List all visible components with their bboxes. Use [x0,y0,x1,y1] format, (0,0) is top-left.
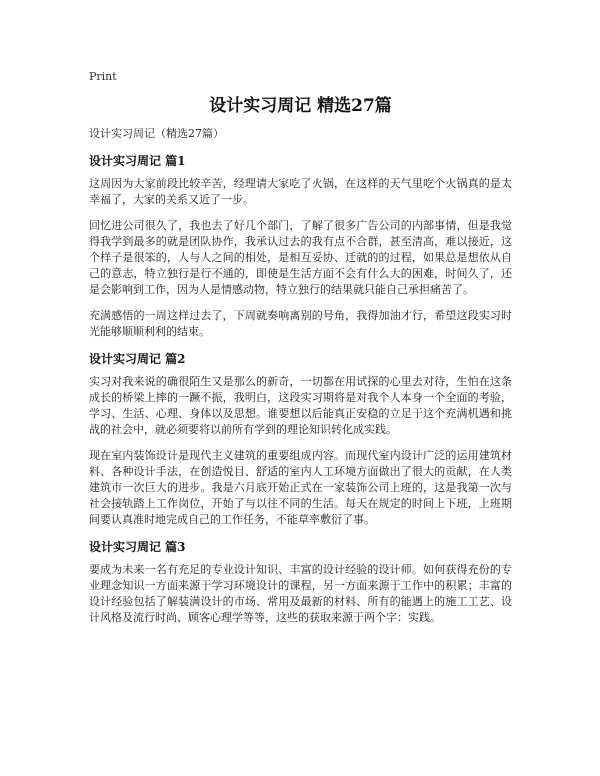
paragraph: 要成为未来一名有充足的专业设计知识、丰富的设计经验的设计师。如何获得充份的专业理念知识一方面来源于学习环境设计的课程，另一方面来源于工作中的积累；丰富的设计经验包括了解装满设计的市场、常用及最新的材料、所有的能遇上的施工工艺、设计风格及流行时尚、顾客心理学等等，这些的获取来源于两个字：实践。 [89,563,512,624]
document-title: 设计实习周记 精选27篇 [209,96,392,116]
section-1 [89,152,512,340]
paragraph: 这周因为大家前段比较辛苦，经理请大家吃了火锅，在这样的天气里吃个火锅真的是太幸福了，大家的关系又近了一步。 [89,177,512,206]
section-3 [89,538,512,626]
paragraph: 现在室内装饰设计是现代主义建筑的重要组成内容。而现代室内设计广泛的运用建筑材料、各种设计手法，在创造悦目、舒适的室内人工环境方面做出了很大的贡献，在人类建筑市一次巨大的进步。我是六月底开始正式在一家装饰公司上班的，这是我第一次与社会接轨踏上工作岗位，开始了与以往不同的生活。每天在规定的时间上下班，上班期间要认真准时地完成自己的工作任务，不能草率敷衍了事。 [89,449,512,526]
paragraph: 回忆进公司很久了，我也去了好几个部门，了解了很多广告公司的内部事情，但是我觉得我学到最多的就是团队协作，我承认过去的我有点不合群，甚至清高，难以接近，这个样子是很笨的，人与人之间的相处，是相互妥协、迁就的的过程，如果总是想依从自己的意志，特立独行是行不通的，即使是生活方面不会有什么大的困难，时间久了，还是会影响到工作，因为人是情感动物，特立独行的结果就只能自己承担痛苦了。 [89,219,512,296]
document-subtitle: 设计实习周记（精选27篇） [89,127,224,140]
section-heading: 设计实习周记 篇3 [89,540,186,554]
print-link[interactable]: Print [89,70,117,83]
section-heading: 设计实习周记 篇1 [89,154,186,168]
section-2 [89,350,512,528]
paragraph: 实习对我来说的确很陌生又是那么的新奇，一切都在用试探的心里去对待，生怕在这条成长的桥梁上摔的一蹶不振，我明白，这段实习期将是对我个人本身一个全面的考验，学习、生活、心理、身体以及思想。谁要想以后能真正安稳的立足于这个充满机遇和挑战的社会中，就必须要将以前所有学到的理论知识转化成实践。 [89,375,512,436]
paragraph: 充满感悟的一周这样过去了，下周就奏响离别的号角，我得加油才行，希望这段实习时光能够顺顺利利的结束。 [89,309,512,338]
section-heading: 设计实习周记 篇2 [89,352,186,366]
